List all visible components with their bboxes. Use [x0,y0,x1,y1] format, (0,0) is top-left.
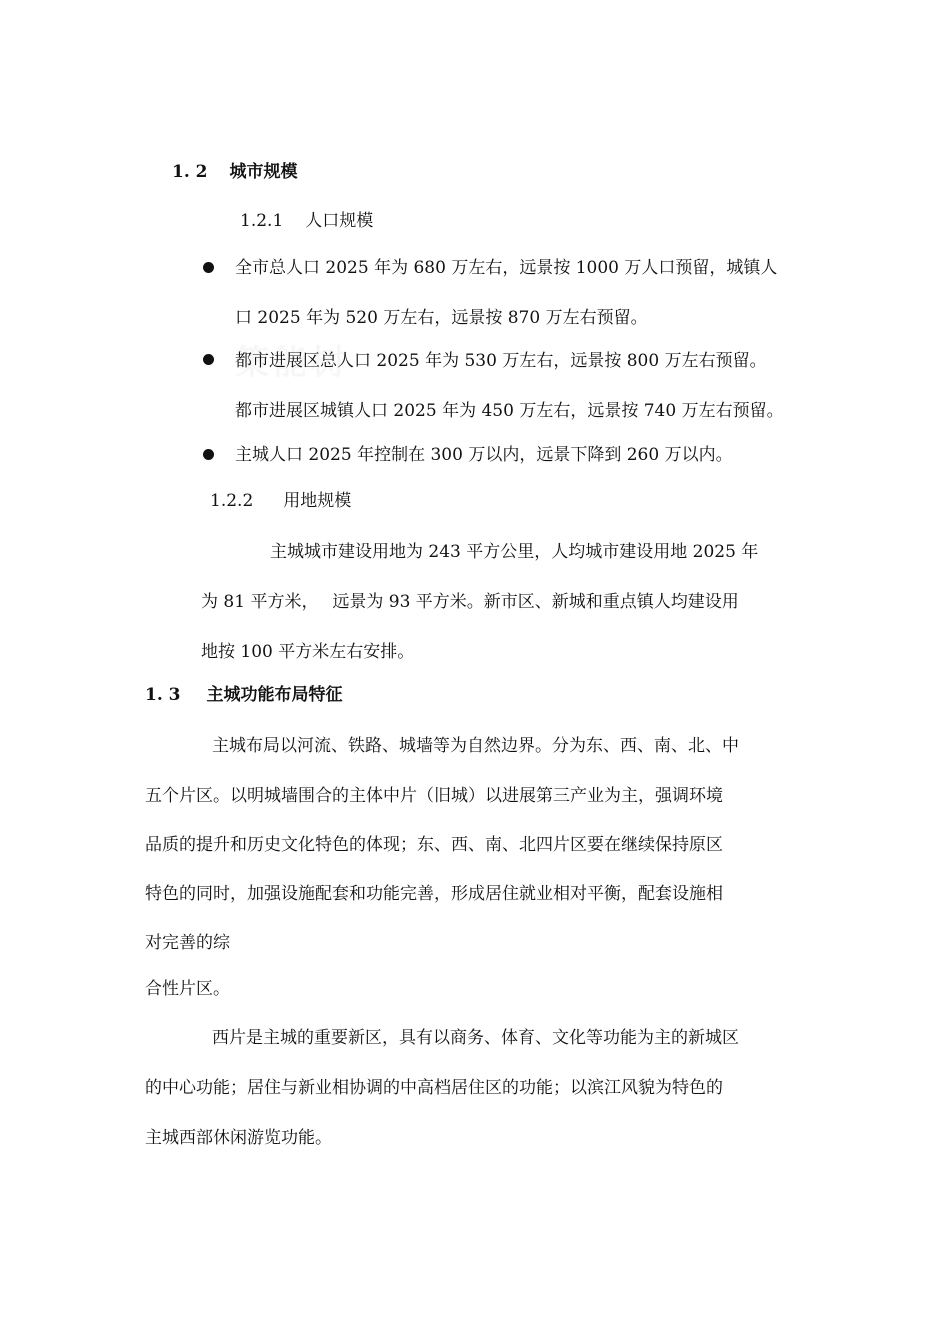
section-title: 城市规模 [229,162,298,182]
subsection-number: 1.2.2 [210,491,254,511]
subsection-heading-1-2-2 [210,490,351,512]
paragraph-line: 主城布局以河流、铁路、城墙等为自然边界。分为东、西、南、北、中 [212,736,739,756]
bullet-dot-icon [203,262,214,273]
paragraph-line: 品质的提升和历史文化特色的体现；东、西、南、北四片区要在继续保持原区 [145,835,723,855]
section-heading-1-2 [172,161,298,183]
paragraph-line: 合性片区。 [145,979,230,999]
bullet-dot-icon [203,449,214,460]
subsection-title: 用地规模 [283,491,352,511]
paragraph-line: 地按 100 平方米左右安排。 [201,642,415,662]
section-number: 1. 3 [145,685,181,705]
paragraph-line: 五个片区。以明城墙围合的主体中片（旧城）以进展第三产业为主，强调环境 [145,786,723,806]
paragraph-line: 的中心功能；居住与新业相协调的中高档居住区的功能；以滨江风貌为特色的 [145,1078,723,1098]
bullet-dot-icon [203,354,214,365]
subsection-heading-1-2-1 [240,210,373,232]
paragraph-line: 西片是主城的重要新区，具有以商务、体育、文化等功能为主的新城区 [212,1028,739,1048]
paragraph-line: 为 81 平方米， 远景为 93 平方米。新市区、新城和重点镇人均建设用 [201,592,739,612]
bullet-item-text-continued: 口 2025 年为 520 万左右，远景按 870 万左右预留。 [235,308,648,328]
bullet-item-text: 主城人口 2025 年控制在 300 万以内，远景下降到 260 万以内。 [235,445,733,465]
bullet-item-text: 全市总人口 2025 年为 680 万左右，远景按 1000 万人口预留，城镇人 [235,258,778,278]
section-number: 1. 2 [172,162,208,182]
paragraph-line: 主城西部休闲游览功能。 [145,1128,332,1148]
section-heading-1-3 [145,684,343,706]
subsection-number: 1.2.1 [240,211,284,231]
paragraph-line: 特色的同时，加强设施配套和功能完善，形成居住就业相对平衡，配套设施相 [145,884,723,904]
bullet-item-text-continued: 都市进展区城镇人口 2025 年为 450 万左右，远景按 740 万左右预留。 [235,401,784,421]
paragraph-line: 主城城市建设用地为 243 平方公里，人均城市建设用地 2025 年 [270,542,759,562]
bullet-item-text: 都市进展区总人口 2025 年为 530 万左右，远景按 800 万左右预留。 [235,351,767,371]
section-title: 主城功能布局特征 [206,685,343,705]
paragraph-line: 对完善的综 [145,933,230,953]
subsection-title: 人口规模 [305,211,374,231]
